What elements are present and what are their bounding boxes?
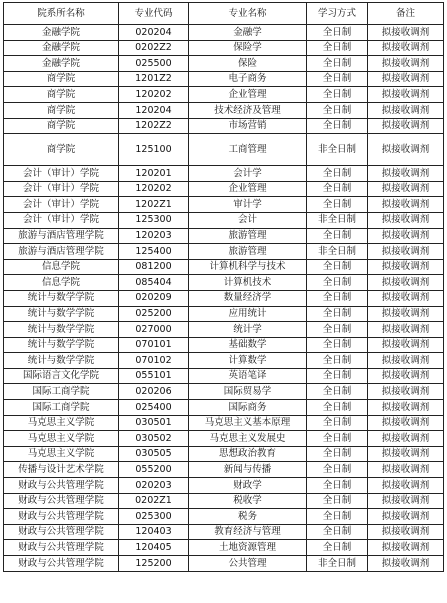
cell-study-mode: 全日制 <box>307 306 368 322</box>
cell-study-mode: 非全日制 <box>307 556 368 572</box>
cell-department: 马克思主义学院 <box>4 446 119 462</box>
cell-remarks: 拟接收调剂 <box>368 87 444 103</box>
cell-program-name: 教育经济与管理 <box>189 524 307 540</box>
cell-program-code: 125200 <box>119 556 189 572</box>
cell-program-name: 会计学 <box>189 166 307 182</box>
cell-study-mode: 非全日制 <box>307 134 368 166</box>
cell-program-code: 0202Z1 <box>119 493 189 509</box>
cell-program-name: 保险学 <box>189 40 307 56</box>
table-row <box>4 181 444 197</box>
cell-department: 财政与公共管理学院 <box>4 493 119 509</box>
cell-remarks: 拟接收调剂 <box>368 118 444 134</box>
cell-department: 会计（审计）学院 <box>4 212 119 228</box>
cell-department: 会计（审计）学院 <box>4 181 119 197</box>
cell-program-name: 审计学 <box>189 197 307 213</box>
cell-remarks: 拟接收调剂 <box>368 56 444 72</box>
cell-program-name: 计算机技术 <box>189 275 307 291</box>
cell-program-code: 120202 <box>119 181 189 197</box>
cell-remarks: 拟接收调剂 <box>368 322 444 338</box>
cell-department: 金融学院 <box>4 56 119 72</box>
cell-remarks: 拟接收调剂 <box>368 306 444 322</box>
cell-program-name: 计算机科学与技术 <box>189 259 307 275</box>
cell-program-code: 030505 <box>119 446 189 462</box>
cell-remarks: 拟接收调剂 <box>368 228 444 244</box>
cell-department: 统计与数学学院 <box>4 353 119 369</box>
cell-department: 财政与公共管理学院 <box>4 478 119 494</box>
cell-department: 金融学院 <box>4 25 119 41</box>
cell-remarks: 拟接收调剂 <box>368 431 444 447</box>
table-row <box>4 368 444 384</box>
cell-study-mode: 全日制 <box>307 228 368 244</box>
cell-program-name: 会计 <box>189 212 307 228</box>
table-row <box>4 431 444 447</box>
cell-study-mode: 非全日制 <box>307 244 368 260</box>
cell-study-mode: 全日制 <box>307 102 368 118</box>
cell-study-mode: 全日制 <box>307 509 368 525</box>
cell-department: 会计（审计）学院 <box>4 197 119 213</box>
table-row <box>4 322 444 338</box>
cell-study-mode: 全日制 <box>307 197 368 213</box>
table-row <box>4 228 444 244</box>
cell-program-code: 070101 <box>119 337 189 353</box>
cell-program-name: 土地资源管理 <box>189 540 307 556</box>
cell-remarks: 拟接收调剂 <box>368 40 444 56</box>
table-row <box>4 509 444 525</box>
header-remarks: 备注 <box>368 3 444 25</box>
table-row <box>4 290 444 306</box>
header-study-mode: 学习方式 <box>307 3 368 25</box>
cell-remarks: 拟接收调剂 <box>368 337 444 353</box>
cell-remarks: 拟接收调剂 <box>368 353 444 369</box>
table-row <box>4 540 444 556</box>
cell-program-code: 120204 <box>119 102 189 118</box>
cell-remarks: 拟接收调剂 <box>368 462 444 478</box>
cell-study-mode: 全日制 <box>307 446 368 462</box>
header-program-name: 专业名称 <box>189 3 307 25</box>
table-row <box>4 415 444 431</box>
cell-program-name: 保险 <box>189 56 307 72</box>
cell-remarks: 拟接收调剂 <box>368 134 444 166</box>
cell-program-name: 应用统计 <box>189 306 307 322</box>
cell-program-name: 工商管理 <box>189 134 307 166</box>
cell-program-name: 数量经济学 <box>189 290 307 306</box>
cell-program-code: 070102 <box>119 353 189 369</box>
table-row <box>4 259 444 275</box>
cell-program-name: 税收学 <box>189 493 307 509</box>
cell-program-code: 025500 <box>119 56 189 72</box>
cell-program-code: 120201 <box>119 166 189 182</box>
cell-program-name: 企业管理 <box>189 87 307 103</box>
cell-program-code: 025300 <box>119 509 189 525</box>
cell-remarks: 拟接收调剂 <box>368 290 444 306</box>
cell-remarks: 拟接收调剂 <box>368 102 444 118</box>
cell-department: 会计（审计）学院 <box>4 166 119 182</box>
cell-program-code: 020204 <box>119 25 189 41</box>
table-row <box>4 40 444 56</box>
header-program-code: 专业代码 <box>119 3 189 25</box>
cell-program-code: 0202Z2 <box>119 40 189 56</box>
cell-remarks: 拟接收调剂 <box>368 524 444 540</box>
table-row <box>4 400 444 416</box>
cell-study-mode: 全日制 <box>307 415 368 431</box>
cell-study-mode: 全日制 <box>307 493 368 509</box>
table-row <box>4 275 444 291</box>
cell-program-code: 120202 <box>119 87 189 103</box>
cell-department: 统计与数学学院 <box>4 337 119 353</box>
cell-program-name: 旅游管理 <box>189 228 307 244</box>
cell-program-name: 英语笔译 <box>189 368 307 384</box>
table-row <box>4 212 444 228</box>
cell-program-code: 1201Z2 <box>119 71 189 87</box>
cell-program-name: 统计学 <box>189 322 307 338</box>
cell-study-mode: 全日制 <box>307 166 368 182</box>
cell-study-mode: 全日制 <box>307 25 368 41</box>
cell-study-mode: 全日制 <box>307 322 368 338</box>
cell-program-name: 技术经济及管理 <box>189 102 307 118</box>
cell-program-name: 金融学 <box>189 25 307 41</box>
cell-department: 传播与设计艺术学院 <box>4 462 119 478</box>
cell-program-name: 市场营销 <box>189 118 307 134</box>
cell-program-name: 税务 <box>189 509 307 525</box>
cell-program-name: 企业管理 <box>189 181 307 197</box>
cell-program-name: 财政学 <box>189 478 307 494</box>
cell-remarks: 拟接收调剂 <box>368 478 444 494</box>
cell-program-code: 1202Z1 <box>119 197 189 213</box>
table-row <box>4 384 444 400</box>
table-body <box>4 25 444 572</box>
table-row <box>4 493 444 509</box>
header-row <box>4 3 444 25</box>
cell-program-code: 081200 <box>119 259 189 275</box>
cell-remarks: 拟接收调剂 <box>368 540 444 556</box>
table-row <box>4 56 444 72</box>
cell-department: 财政与公共管理学院 <box>4 509 119 525</box>
cell-program-code: 020203 <box>119 478 189 494</box>
cell-program-name: 电子商务 <box>189 71 307 87</box>
cell-remarks: 拟接收调剂 <box>368 244 444 260</box>
cell-study-mode: 全日制 <box>307 478 368 494</box>
cell-department: 金融学院 <box>4 40 119 56</box>
cell-program-code: 125400 <box>119 244 189 260</box>
cell-program-name: 旅游管理 <box>189 244 307 260</box>
cell-department: 国际工商学院 <box>4 384 119 400</box>
cell-department: 信息学院 <box>4 259 119 275</box>
table-row <box>4 197 444 213</box>
cell-department: 统计与数学学院 <box>4 290 119 306</box>
cell-remarks: 拟接收调剂 <box>368 25 444 41</box>
cell-department: 旅游与酒店管理学院 <box>4 244 119 260</box>
cell-study-mode: 全日制 <box>307 400 368 416</box>
cell-program-name: 马克思主义基本原理 <box>189 415 307 431</box>
cell-study-mode: 全日制 <box>307 118 368 134</box>
cell-program-name: 计算数学 <box>189 353 307 369</box>
cell-department: 统计与数学学院 <box>4 322 119 338</box>
cell-remarks: 拟接收调剂 <box>368 509 444 525</box>
cell-remarks: 拟接收调剂 <box>368 400 444 416</box>
table-row <box>4 244 444 260</box>
cell-department: 旅游与酒店管理学院 <box>4 228 119 244</box>
cell-department: 国际语言文化学院 <box>4 368 119 384</box>
cell-program-name: 基础数学 <box>189 337 307 353</box>
table-row <box>4 166 444 182</box>
cell-study-mode: 全日制 <box>307 353 368 369</box>
cell-remarks: 拟接收调剂 <box>368 166 444 182</box>
cell-program-code: 030501 <box>119 415 189 431</box>
cell-department: 商学院 <box>4 118 119 134</box>
cell-program-code: 025400 <box>119 400 189 416</box>
cell-department: 财政与公共管理学院 <box>4 524 119 540</box>
cell-remarks: 拟接收调剂 <box>368 368 444 384</box>
cell-program-code: 120203 <box>119 228 189 244</box>
table-row <box>4 462 444 478</box>
cell-study-mode: 全日制 <box>307 71 368 87</box>
cell-program-name: 马克思主义发展史 <box>189 431 307 447</box>
table-row <box>4 353 444 369</box>
cell-study-mode: 全日制 <box>307 181 368 197</box>
header-department: 院系所名称 <box>4 3 119 25</box>
cell-study-mode: 全日制 <box>307 524 368 540</box>
cell-department: 商学院 <box>4 134 119 166</box>
cell-remarks: 拟接收调剂 <box>368 212 444 228</box>
table-row <box>4 118 444 134</box>
cell-program-code: 085404 <box>119 275 189 291</box>
cell-program-name: 国际贸易学 <box>189 384 307 400</box>
cell-program-name: 公共管理 <box>189 556 307 572</box>
cell-program-name: 新闻与传播 <box>189 462 307 478</box>
cell-department: 马克思主义学院 <box>4 431 119 447</box>
cell-remarks: 拟接收调剂 <box>368 493 444 509</box>
cell-program-name: 国际商务 <box>189 400 307 416</box>
table-row <box>4 87 444 103</box>
cell-program-code: 030502 <box>119 431 189 447</box>
table-row <box>4 478 444 494</box>
cell-remarks: 拟接收调剂 <box>368 384 444 400</box>
cell-program-code: 1202Z2 <box>119 118 189 134</box>
cell-study-mode: 全日制 <box>307 337 368 353</box>
cell-program-code: 020206 <box>119 384 189 400</box>
cell-department: 财政与公共管理学院 <box>4 556 119 572</box>
cell-program-code: 055101 <box>119 368 189 384</box>
cell-program-code: 020209 <box>119 290 189 306</box>
cell-remarks: 拟接收调剂 <box>368 446 444 462</box>
table-row <box>4 134 444 166</box>
cell-department: 马克思主义学院 <box>4 415 119 431</box>
cell-remarks: 拟接收调剂 <box>368 275 444 291</box>
cell-study-mode: 全日制 <box>307 384 368 400</box>
table-row <box>4 306 444 322</box>
cell-study-mode: 全日制 <box>307 290 368 306</box>
cell-study-mode: 全日制 <box>307 275 368 291</box>
cell-department: 统计与数学学院 <box>4 306 119 322</box>
table-row <box>4 102 444 118</box>
cell-department: 商学院 <box>4 87 119 103</box>
cell-remarks: 拟接收调剂 <box>368 71 444 87</box>
cell-study-mode: 全日制 <box>307 462 368 478</box>
cell-program-code: 125100 <box>119 134 189 166</box>
program-table <box>3 2 444 572</box>
table-row <box>4 556 444 572</box>
cell-remarks: 拟接收调剂 <box>368 181 444 197</box>
cell-department: 商学院 <box>4 71 119 87</box>
cell-remarks: 拟接收调剂 <box>368 259 444 275</box>
cell-study-mode: 全日制 <box>307 40 368 56</box>
cell-program-code: 025200 <box>119 306 189 322</box>
table-row <box>4 25 444 41</box>
cell-program-code: 027000 <box>119 322 189 338</box>
cell-program-code: 125300 <box>119 212 189 228</box>
cell-study-mode: 全日制 <box>307 56 368 72</box>
cell-study-mode: 全日制 <box>307 368 368 384</box>
cell-program-name: 思想政治教育 <box>189 446 307 462</box>
cell-department: 国际工商学院 <box>4 400 119 416</box>
cell-program-code: 055200 <box>119 462 189 478</box>
cell-remarks: 拟接收调剂 <box>368 415 444 431</box>
table-row <box>4 524 444 540</box>
cell-study-mode: 全日制 <box>307 431 368 447</box>
table-row <box>4 446 444 462</box>
cell-study-mode: 全日制 <box>307 540 368 556</box>
cell-study-mode: 全日制 <box>307 259 368 275</box>
cell-study-mode: 全日制 <box>307 87 368 103</box>
table-row <box>4 337 444 353</box>
cell-program-code: 120405 <box>119 540 189 556</box>
cell-department: 商学院 <box>4 102 119 118</box>
cell-department: 财政与公共管理学院 <box>4 540 119 556</box>
cell-remarks: 拟接收调剂 <box>368 197 444 213</box>
cell-study-mode: 非全日制 <box>307 212 368 228</box>
cell-remarks: 拟接收调剂 <box>368 556 444 572</box>
table-row <box>4 71 444 87</box>
cell-department: 信息学院 <box>4 275 119 291</box>
cell-program-code: 120403 <box>119 524 189 540</box>
